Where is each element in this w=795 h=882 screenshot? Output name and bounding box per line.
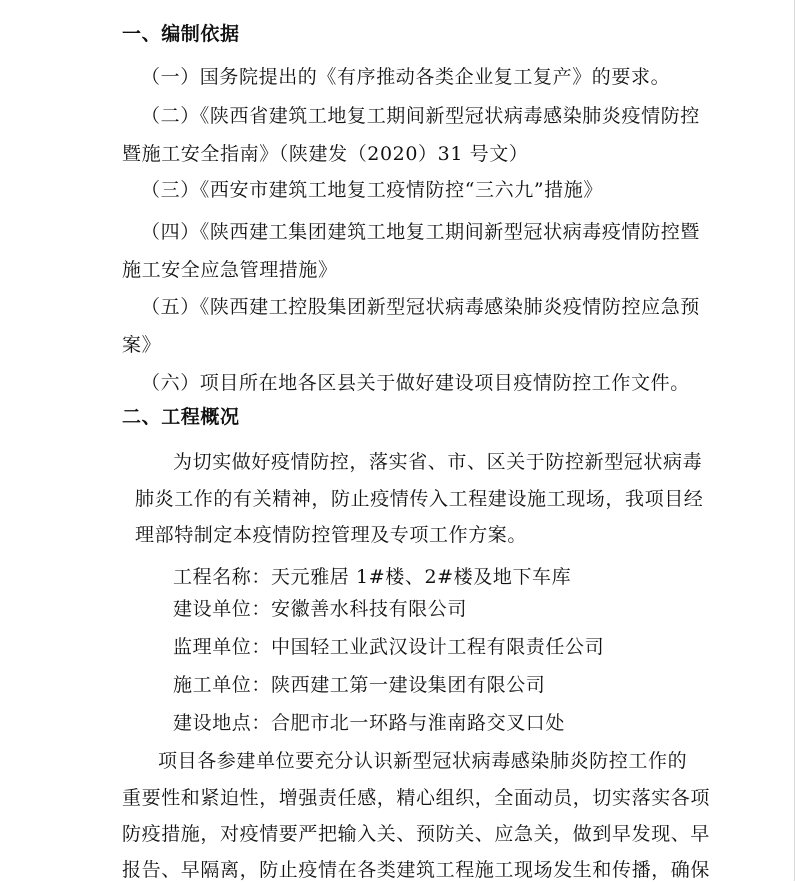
supervision-unit-field: 监理单位：中国轻工业武汉设计工程有限责任公司 xyxy=(173,636,605,658)
basis-item-5-line-2: 案》 xyxy=(122,334,162,356)
construction-unit-field: 施工单位：陕西建工第一建设集团有限公司 xyxy=(173,674,546,696)
section-heading-basis: 一、编制依据 xyxy=(122,23,240,45)
overview-intro-line-3: 理部特制定本疫情防控管理及专项工作方案。 xyxy=(135,524,528,546)
basis-item-2-line-1: （二）《陕西省建筑工地复工期间新型冠状病毒感染肺炎疫情防控 xyxy=(141,105,700,127)
basis-item-4-line-1: （四）《陕西建工集团建筑工地复工期间新型冠状病毒疫情防控暨 xyxy=(141,221,700,243)
closing-line-2: 重要性和紧迫性，增强责任感，精心组织，全面动员，切实落实各项 xyxy=(122,787,711,809)
closing-line-4: 报告、早隔离，防止疫情在各类建筑工程施工现场发生和传播，确保 xyxy=(122,859,711,881)
basis-item-5-line-1: （五）《陕西建工控股集团新型冠状病毒感染肺炎疫情防控应急预 xyxy=(141,296,700,318)
site-location-field: 建设地点：合肥市北一环路与淮南路交叉口处 xyxy=(173,712,566,734)
section-heading-overview: 二、工程概况 xyxy=(122,406,240,428)
basis-item-3: （三）《西安市建筑工地复工疫情防控“三六九”措施》 xyxy=(141,179,603,201)
owner-unit-field: 建设单位：安徽善水科技有限公司 xyxy=(173,598,468,620)
basis-item-1: （一）国务院提出的《有序推动各类企业复工复产》的要求。 xyxy=(141,66,671,88)
overview-intro-line-1: 为切实做好疫情防控，落实省、市、区关于防控新型冠状病毒 xyxy=(173,451,703,473)
closing-line-1: 项目各参建单位要充分认识新型冠状病毒感染肺炎防控工作的 xyxy=(158,750,688,772)
basis-item-6: （六）项目所在地各区县关于做好建设项目疫情防控工作文件。 xyxy=(141,372,690,394)
closing-line-3: 防疫措施，对疫情要严把输入关、预防关、应急关，做到早发现、早 xyxy=(122,823,711,845)
project-name-field: 工程名称：天元雅居 1#楼、2#楼及地下车库 xyxy=(173,566,572,588)
overview-intro-line-2: 肺炎工作的有关精神，防止疫情传入工程建设施工现场，我项目经 xyxy=(135,488,704,510)
basis-item-2-line-2: 暨施工安全指南》（陕建发（2020）31 号文） xyxy=(122,143,529,165)
basis-item-4-line-2: 施工安全应急管理措施》 xyxy=(122,259,338,281)
